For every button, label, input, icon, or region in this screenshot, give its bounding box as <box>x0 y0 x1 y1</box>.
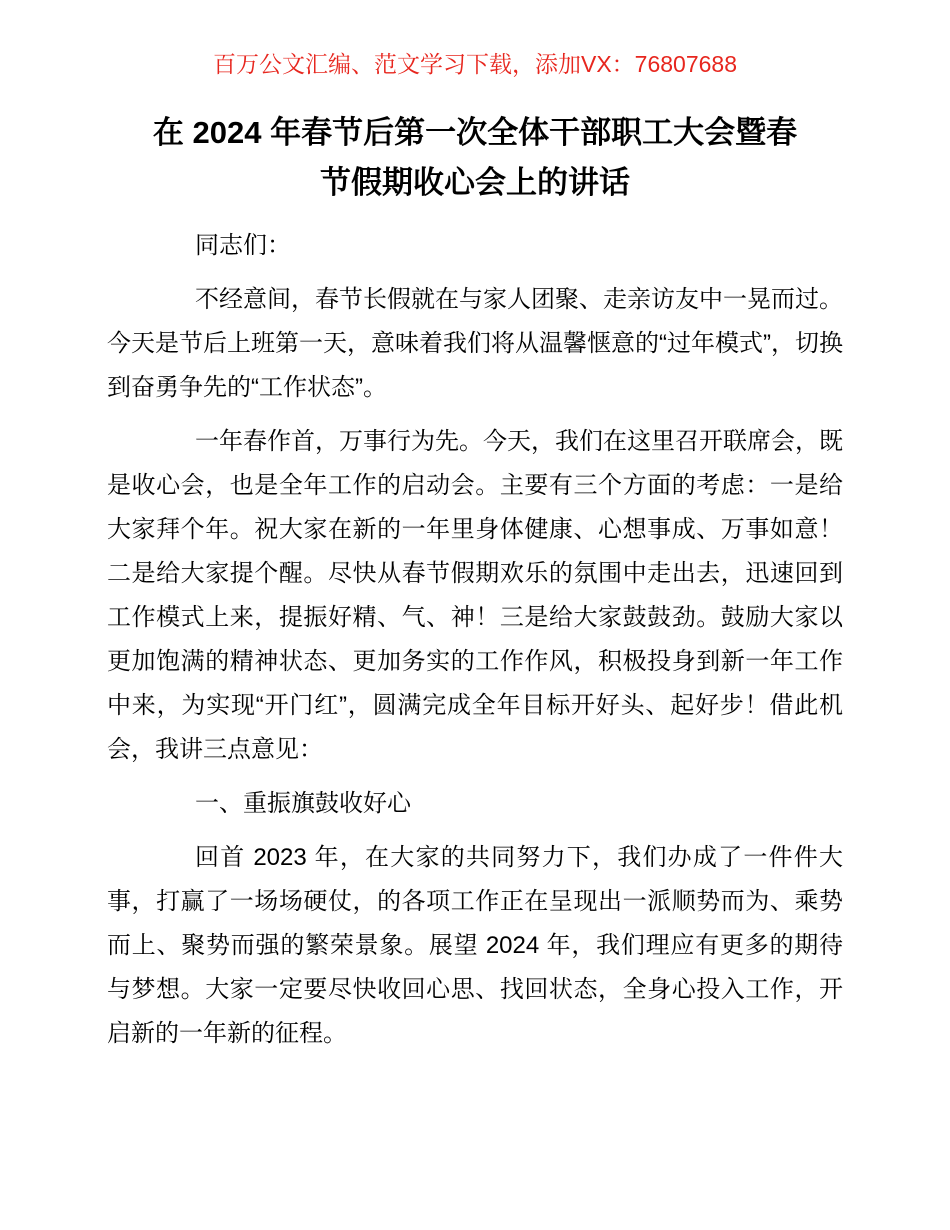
document-title <box>107 108 843 208</box>
salutation: 同志们： <box>195 232 291 259</box>
section-heading: 一、重振旗鼓收好心 <box>195 790 411 817</box>
paragraph: 不经意间，春节长假就在与家人团聚、走亲访友中一晃而过。今天是节后上班第一天，意味着我们将从温馨惬意的“过年模式”，切换到奋勇争先的“工作状态”。 <box>107 286 843 401</box>
paragraph: 一年春作首，万事行为先。今天，我们在这里召开联席会，既是收心会，也是全年工作的启动会。主要有三个方面的考虑：一是给大家拜个年。祝大家在新的一年里身体健康、心想事成、万事如意！二是给大家提个醒。尽快从春节假期欢乐的氛围中走出去，迅速回到工作模式上来，提振好精、气、神！三是给大家鼓鼓劲。鼓励大家以更加饱满的精神状态、更加务实的工作作风，积极投身到新一年工作中来，为实现“开门红”，圆满完成全年目标开好头、起好步！借此机会，我讲三点意见： <box>107 428 843 763</box>
paragraph: 回首 2023 年，在大家的共同努力下，我们办成了一件件大事，打赢了一场场硬仗，的各项工作正在呈现出一派顺势而为、乘势而上、聚势而强的繁荣景象。展望 2024 年，我们理应有更多的期待与梦想。大家一定要尽快收回心思、找回状态，全身心投入工作，开启新的一年新的征程。 <box>107 844 843 1047</box>
header-notice: 百万公文汇编、范文学习下载，添加VX：76807688 <box>212 51 737 77</box>
document-title-line-2: 节假期收心会上的讲话 <box>320 165 630 200</box>
document-title-line-1: 在 2024 年春节后第一次全体干部职工大会暨春 <box>152 115 798 150</box>
